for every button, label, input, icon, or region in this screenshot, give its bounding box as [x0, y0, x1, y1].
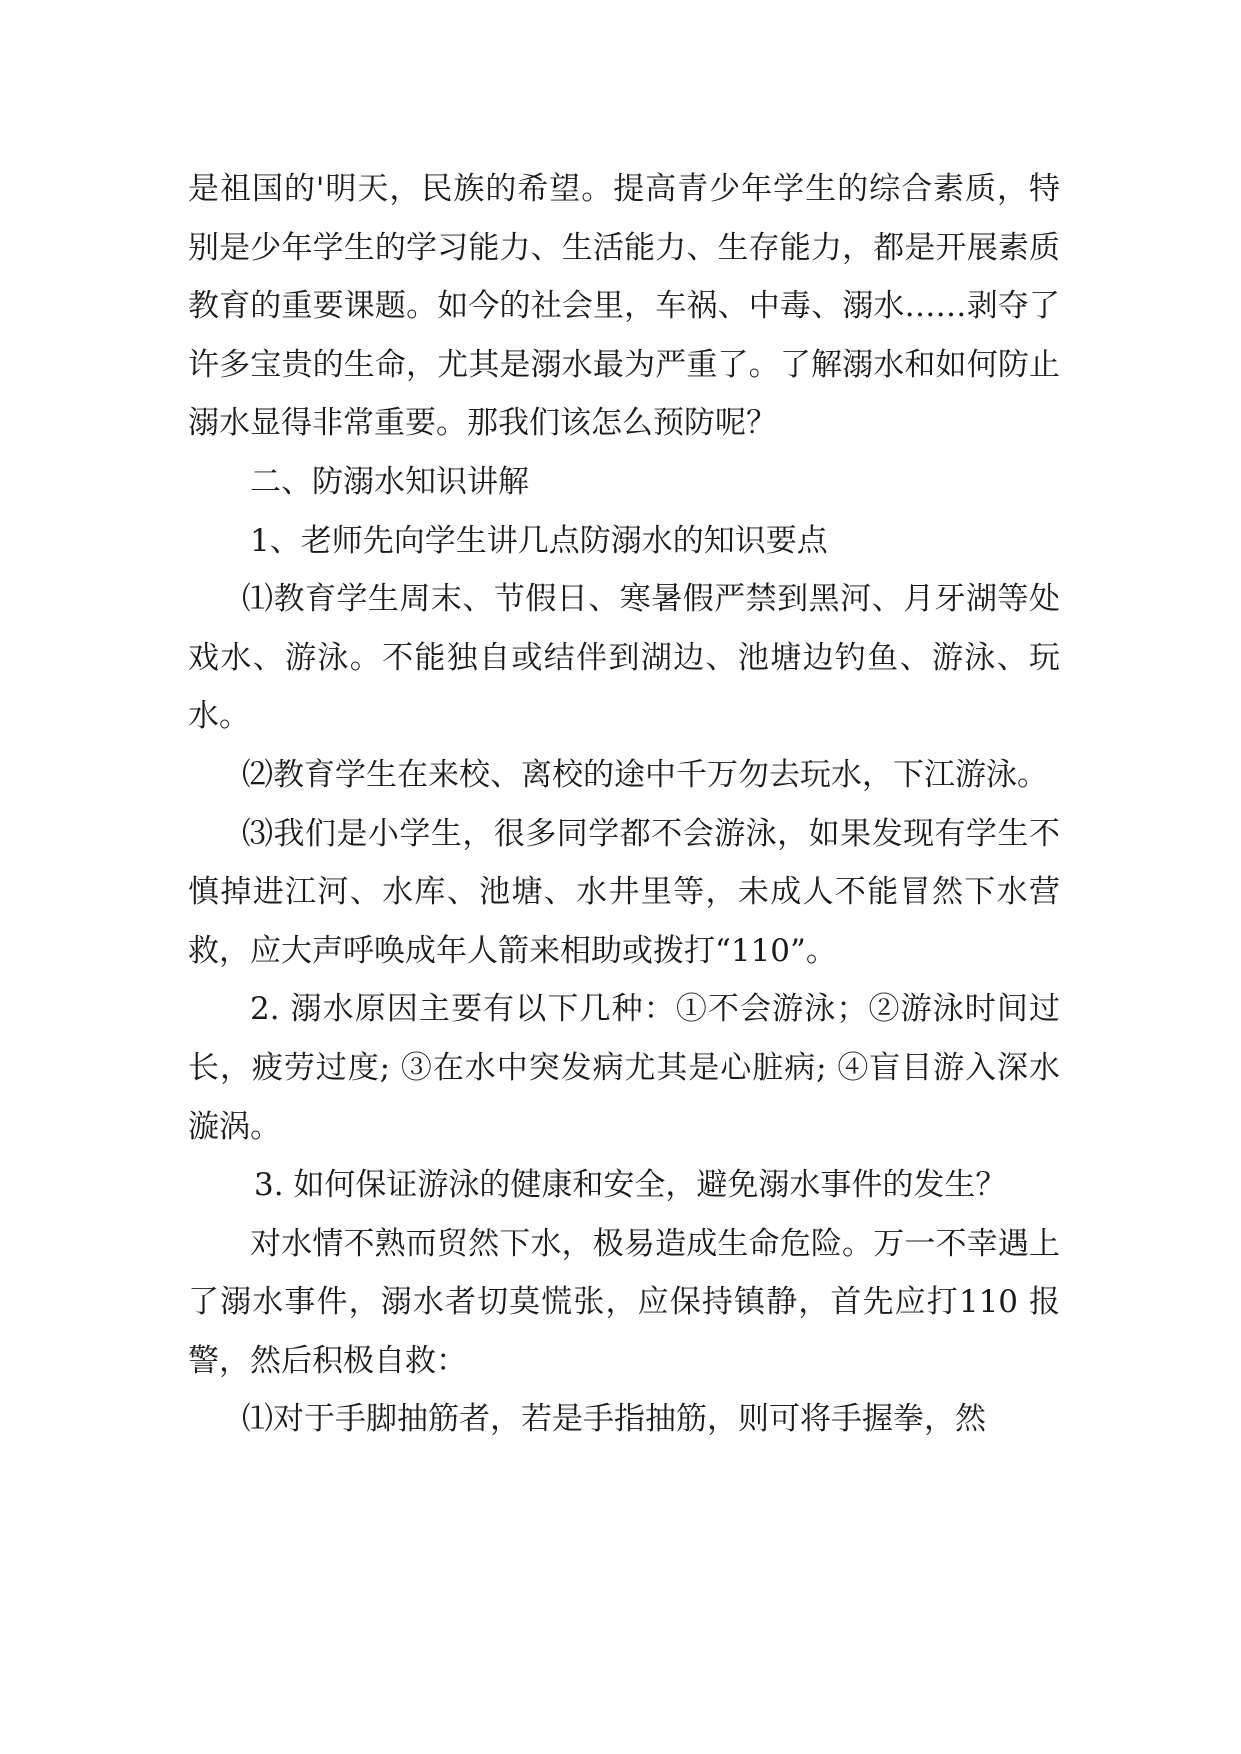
list-item-cramp: ⑴对于手脚抽筋者，若是手指抽筋，则可将手握拳，然: [242, 1401, 986, 1438]
section-heading-knowledge: 二、防溺水知识讲解: [250, 463, 529, 500]
paragraph-drowning-causes: 2. 溺水原因主要有以下几种：①不会游泳；②游泳时间过长，疲劳过度; ③在水中突发病尤其是心脏病; ④盲目游入深水漩涡。: [188, 991, 1060, 1145]
paragraph-self-rescue: 对水情不熟而贸然下水，极易造成生命危险。万一不幸遇上了溺水事件，溺水者切莫慌张，应保持镇静，首先应打110 报警，然后积极自救：: [188, 1225, 1060, 1379]
subheading-safety-question: 3. 如何保证游泳的健康和安全，避免溺水事件的发生？: [254, 1167, 1007, 1204]
list-item-2: ⑵教育学生在来校、离校的途中千万勿去玩水，下江游泳。: [242, 756, 1048, 793]
subheading-key-points: 1、老师先向学生讲几点防溺水的知识要点: [250, 522, 828, 559]
list-item-3: ⑶我们是小学生，很多同学都不会游泳，如果发现有学生不慎掉进江河、水库、池塘、水井里等，未成人不能冒然下水营救，应大声呼唤成年人箭来相助或拨打“110”。: [188, 815, 1060, 969]
document-body: [188, 160, 1060, 1449]
paragraph-intro: 是祖国的'明天，民族的希望。提高青少年学生的综合素质，特别是少年学生的学习能力、生活能力、生存能力，都是开展素质教育的重要课题。如今的社会里，车祸、中毒、溺水……剥夺了许多宝贵的生命，尤其是溺水最为严重了。了解溺水和如何防止溺水显得非常重要。那我们该怎么预防呢？: [188, 171, 1060, 442]
list-item-1: ⑴教育学生周末、节假日、寒暑假严禁到黑河、月牙湖等处戏水、游泳。不能独自或结伴到湖边、池塘边钓鱼、游泳、玩水。: [188, 581, 1060, 735]
